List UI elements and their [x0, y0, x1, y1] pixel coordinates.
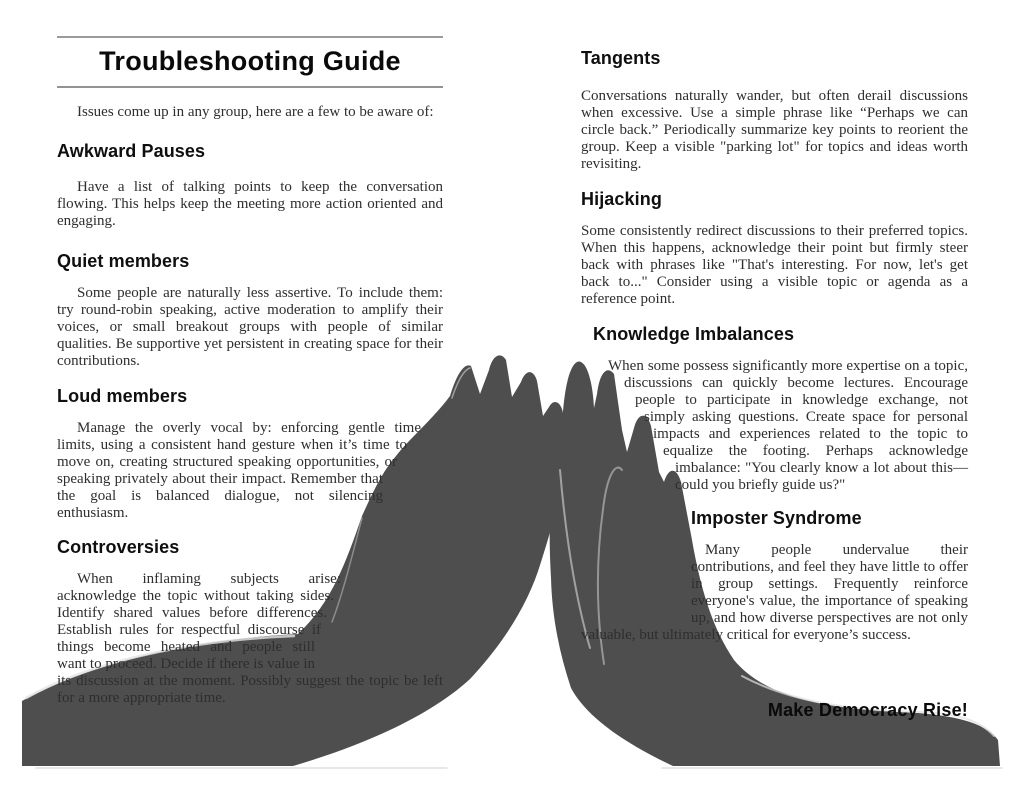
section-heading-loud-members: Loud members	[57, 386, 188, 406]
text-wrap-spacer	[581, 410, 644, 427]
section-paragraph: Some consistently redirect discussions to their preferred topics. When this happens, acknowledge their point but firmly steer back with phrases like "That's interesting. For now, let's get back to..." Consider using a visible topic or agenda as a reference point.	[581, 223, 968, 307]
section-paragraph: Have a list of talking points to keep the conversation flowing. This helps keep the meeting more action oriented and engaging.	[57, 179, 443, 229]
section-heading-hijacking: Hijacking	[581, 189, 662, 209]
text-wrap-spacer	[348, 555, 443, 572]
section-heading-controversies: Controversies	[57, 537, 180, 557]
text-wrap-spacer	[581, 376, 624, 393]
section-heading-quiet-members: Quiet members	[57, 251, 190, 271]
section-paragraph: Conversations naturally wander, but often derail discussions when excessive. Use a simple phrase like “Perhaps we can circle back.” Periodically summarize key points to reorient the group. Keep a visible "parking lot" for topics and ideas worth revisiting.	[581, 88, 968, 172]
intro-paragraph: Issues come up in any group, here are a few to be aware of:	[77, 104, 434, 120]
text-wrap-spacer	[581, 359, 608, 376]
section-paragraph: Some people are naturally less assertive. To include them: try round-robin speaking, active moderation to amplify their voices, or small breakout groups with people of similar qualities. Be supportive yet persistent in creating space for their contributions.	[57, 285, 443, 369]
text-wrap-spacer	[383, 471, 443, 538]
section-heading-tangents: Tangents	[581, 48, 661, 68]
section-heading-imposter-syndrome: Imposter Syndrome	[691, 508, 862, 528]
section-heading-knowledge-imbalances: Knowledge Imbalances	[593, 324, 795, 344]
text-wrap-spacer	[581, 461, 675, 495]
text-wrap-spacer	[397, 454, 443, 471]
page-title: Troubleshooting Guide	[99, 46, 401, 76]
text-wrap-spacer	[581, 427, 653, 444]
left-column	[57, 30, 443, 707]
text-wrap-spacer	[327, 606, 443, 623]
text-wrap-spacer	[315, 640, 443, 662]
section-paragraph: When inflaming subjects arise: acknowledge the topic without taking sides. Identify shared values before differences. Establish rules for respectful discourse if things become heated and people still want to proceed. Decide if there is value in its discussion at the moment. Possibly suggest the topic be left for a more appropriate time.	[57, 571, 443, 706]
right-column	[581, 48, 968, 720]
text-wrap-spacer	[581, 393, 635, 410]
title-block	[57, 36, 443, 88]
text-wrap-spacer	[581, 308, 582, 342]
text-wrap-spacer	[581, 495, 691, 615]
section-heading-awkward-pauses: Awkward Pauses	[57, 141, 206, 161]
text-wrap-spacer	[581, 342, 593, 359]
text-wrap-spacer	[341, 572, 443, 589]
section-paragraph: When some possess significantly more expertise on a topic, discussions can quickly become lectures. Encourage people to participate in knowledge exchange, not simply asking questions. Create space for personal impacts and experiences related to the topic to equalize the footing. Perhaps acknowledge imbalance: "You clearly know a lot about this—could you briefly guide us?"	[608, 358, 968, 493]
text-wrap-spacer	[355, 538, 443, 555]
slogan-text: Make Democracy Rise!	[767, 700, 968, 720]
text-wrap-spacer	[442, 370, 443, 420]
text-wrap-spacer	[334, 589, 443, 606]
text-wrap-spacer	[321, 623, 443, 640]
text-wrap-spacer	[407, 437, 443, 454]
section-paragraph: Manage the overly vocal by: enforcing gentle time limits, using a consistent hand gesture when it’s time to move on, creating structured speaking opportunities, or speaking privately about their impact. Remember that the goal is balanced dialogue, not silencing enthusiasm.	[57, 420, 421, 521]
text-wrap-spacer	[421, 420, 443, 437]
section-paragraph: Many people undervalue their contributions, and feel they have little to offer in group settings. Frequently reinforce everyone's value, the importance of speaking up, and how diverse perspectives are not only valuable, but ultimately critical for everyone’s success.	[581, 542, 968, 643]
text-wrap-spacer	[581, 444, 663, 461]
